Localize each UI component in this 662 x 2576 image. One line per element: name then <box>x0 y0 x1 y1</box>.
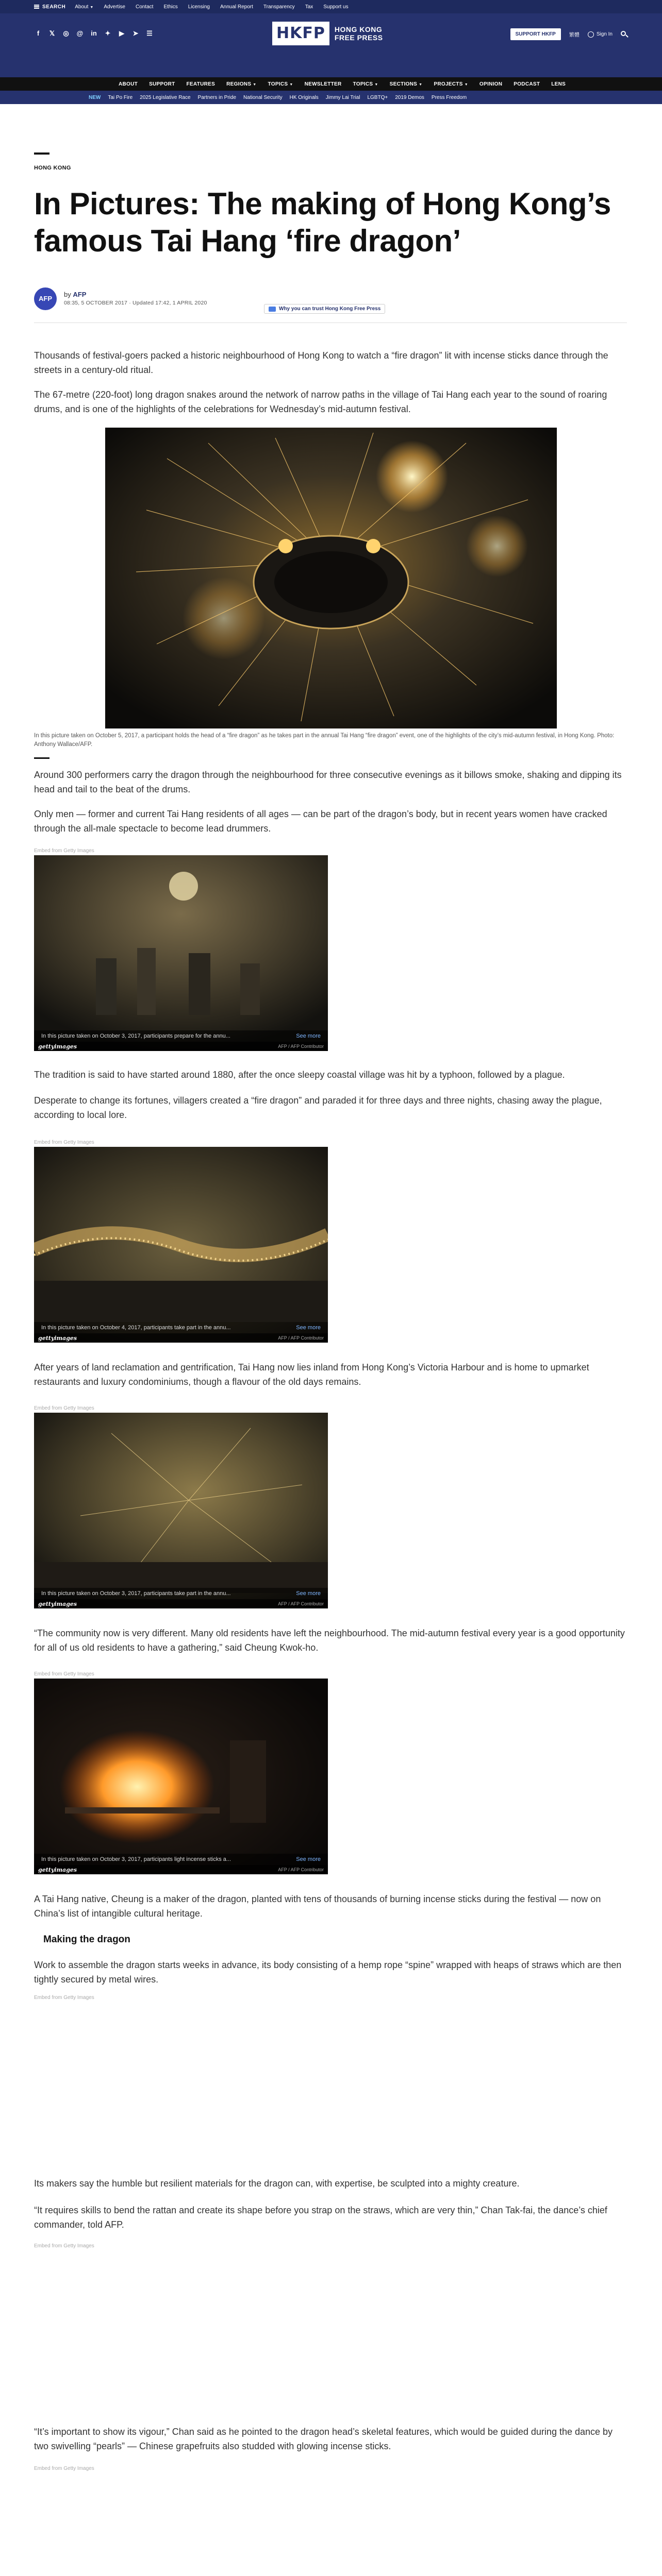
instagram-icon[interactable]: ◎ <box>63 29 69 37</box>
menu-search-button[interactable] <box>34 4 65 10</box>
dragon-in-street-photo <box>34 1413 328 1608</box>
paragraph: The tradition is said to have started around 1880, after the once sleepy coastal village was hit by a typhoon, followed by a plague. <box>34 1070 565 1080</box>
trending-item[interactable]: 2025 Legislative Race <box>140 94 191 100</box>
author-link[interactable]: AFP <box>73 291 87 298</box>
threads-icon[interactable]: @ <box>76 29 84 37</box>
trust-hkfp-button[interactable] <box>264 304 385 314</box>
getty-logo[interactable]: gettyimages <box>38 1334 77 1342</box>
getty-logo[interactable]: gettyimages <box>38 1043 77 1050</box>
topbar-link-ethics[interactable]: Ethics <box>163 4 178 10</box>
publish-date: 08:35, 5 OCTOBER 2017 · Updated 17:42, 1 APRIL 2020 <box>64 300 207 306</box>
trust-hkfp-label: Why you can trust Hong Kong Free Press <box>279 306 381 312</box>
paragraph: After years of land reclamation and gentrification, Tai Hang now lies inland from Hong Kong’s Victoria Harbour and is home to upmarket restaurants and luxury condominiums, though a flavour of the old days remains. <box>34 1362 589 1387</box>
paragraph: Only men — former and current Tai Hang residents of all ages — can be part of the dragon’s body, but in recent years women have cracked through the all-male spectacle to become lead drummers. <box>34 809 607 834</box>
see-more-link[interactable]: See more <box>296 1325 321 1331</box>
performers-photo <box>34 855 328 1051</box>
topbar-link-about[interactable]: About ▼ <box>75 4 94 10</box>
section-rule <box>34 757 49 759</box>
getty-footer <box>34 1865 328 1874</box>
logo-mark: HKFP <box>272 22 329 45</box>
category-rule <box>34 152 49 155</box>
getty-caption: In this picture taken on October 3, 2017, participants prepare for the annu... <box>41 1033 230 1039</box>
trending-item[interactable]: Partners in Pride <box>197 94 237 100</box>
trending-item[interactable]: 2019 Demos <box>395 94 424 100</box>
site-logo[interactable] <box>272 21 390 46</box>
hero-image <box>105 428 557 728</box>
topbar-link-tax[interactable]: Tax <box>305 4 313 10</box>
incense-fire-photo <box>34 1679 328 1874</box>
paragraph: “It’s important to show its vigour,” Chan said as he pointed to the dragon head’s skeletal features, which would be guided during the dance by two swivelling “pearls” — Chinese grapefruits also studded with glowing incense sticks. <box>34 2427 613 2451</box>
search-label: SEARCH <box>42 4 66 10</box>
getty-embed[interactable] <box>34 855 328 1051</box>
youtube-icon[interactable]: ▶ <box>119 29 124 37</box>
paragraph: Around 300 performers carry the dragon through the neighbourhood for three consecutive evenings as it billows smoke, shaking and dipping its head and tail to the beat of the drums. <box>34 770 622 794</box>
getty-footer <box>34 1333 328 1343</box>
nav-topics-2[interactable]: TOPICS ▼ <box>353 81 378 87</box>
topbar-link-licensing[interactable]: Licensing <box>188 4 210 10</box>
getty-caption-bar <box>34 1854 328 1865</box>
author-prefix: by <box>64 291 71 298</box>
see-more-link[interactable]: See more <box>296 1590 321 1597</box>
trending-item[interactable]: Jimmy Lai Trial <box>325 94 360 100</box>
paragraph: Thousands of festival-goers packed a historic neighbourhood of Hong Kong to watch a “fire dragon” lit with incense sticks dance through the streets in a century-old ritual. <box>34 350 608 375</box>
nav-features[interactable]: FEATURES <box>186 81 216 87</box>
logo-name: HONG KONG FREE PRESS <box>334 25 383 42</box>
topbar-link-annual-report[interactable]: Annual Report <box>220 4 253 10</box>
getty-credit: AFP / AFP Contributor <box>278 1044 324 1049</box>
nav-projects[interactable]: PROJECTS ▼ <box>434 81 468 87</box>
nav-podcast[interactable]: PODCAST <box>514 81 540 87</box>
search-icon[interactable] <box>621 31 628 38</box>
nav-topics[interactable]: TOPICS ▼ <box>268 81 293 87</box>
trending-item[interactable]: HK Originals <box>289 94 319 100</box>
topbar-link-support-us[interactable]: Support us <box>323 4 349 10</box>
nav-lens[interactable]: LENS <box>551 81 566 87</box>
getty-caption-bar <box>34 1322 328 1333</box>
getty-embed[interactable] <box>34 1413 328 1608</box>
embed-credit: Embed from Getty Images <box>34 1671 94 1677</box>
getty-credit: AFP / AFP Contributor <box>278 1601 324 1606</box>
embed-credit: Embed from Getty Images <box>34 2243 94 2249</box>
trending-bar <box>0 91 662 104</box>
embed-credit: Embed from Getty Images <box>34 848 94 854</box>
facebook-icon[interactable]: f <box>37 29 40 37</box>
sign-in-link[interactable]: Sign In <box>588 31 613 38</box>
rss-icon[interactable]: ☰ <box>146 29 153 37</box>
nav-newsletter[interactable]: NEWSLETTER <box>304 81 342 87</box>
nav-about[interactable]: ABOUT <box>119 81 138 87</box>
embed-credit: Embed from Getty Images <box>34 1405 94 1411</box>
embed-credit: Embed from Getty Images <box>34 1995 94 2001</box>
section-heading: Making the dragon <box>43 1934 130 1945</box>
paragraph: Work to assemble the dragon starts weeks in advance, its body consisting of a hemp rope “spine” wrapped with heaps of straws which are then tightly secured by metal wires. <box>34 1960 622 1985</box>
byline <box>34 287 207 310</box>
embed-credit: Embed from Getty Images <box>34 1140 94 1145</box>
nav-opinion[interactable]: OPINION <box>479 81 503 87</box>
paragraph: The 67-metre (220-foot) long dragon snakes around the network of narrow paths in the village of Tai Hang each year to the sound of roaring drums, and is one of the highlights of the celebrations for Wednesday’s mid-autumn festival. <box>34 389 607 414</box>
getty-credit: AFP / AFP Contributor <box>278 1335 324 1341</box>
topbar-link-contact[interactable]: Contact <box>136 4 154 10</box>
language-switch[interactable]: 繁體 <box>569 32 580 38</box>
paragraph: “The community now is very different. Many old residents have left the neighbourhood. The mid-autumn festival every year is a good opportunity for all of us old residents to have a gathering,” said Cheung Kwok-ho. <box>34 1628 625 1653</box>
trending-item[interactable]: Tai Po Fire <box>108 94 133 100</box>
getty-embed[interactable] <box>34 1147 328 1343</box>
getty-footer <box>34 1042 328 1051</box>
getty-caption: In this picture taken on October 3, 2017, participants take part in the annu... <box>41 1590 231 1597</box>
main-navigation <box>0 77 662 91</box>
embed-credit: Embed from Getty Images <box>34 2466 94 2471</box>
trending-item[interactable]: LGBTQ+ <box>367 94 388 100</box>
getty-caption-bar <box>34 1030 328 1042</box>
google-news-icon <box>269 307 276 312</box>
paragraph: “It requires skills to bend the rattan and create its shape before you strap on the straws, which are very thin,” Chan Tak-fai, the dance’s chief commander, told AFP. <box>34 2205 607 2230</box>
paragraph: Desperate to change its fortunes, villagers created a “fire dragon” and paraded it for three days and three nights, chasing away the plague, according to local lore. <box>34 1095 602 1120</box>
topbar-link-advertise[interactable]: Advertise <box>104 4 125 10</box>
getty-caption: In this picture taken on October 4, 2017, participants take part in the annu... <box>41 1325 231 1331</box>
new-badge: NEW <box>89 94 101 100</box>
social-links <box>34 29 159 38</box>
nav-support[interactable]: SUPPORT <box>149 81 175 87</box>
getty-credit: AFP / AFP Contributor <box>278 1867 324 1872</box>
topbar-link-transparency[interactable]: Transparency <box>263 4 295 10</box>
trending-item[interactable]: Press Freedom <box>431 94 467 100</box>
top-utility-bar <box>0 0 662 13</box>
user-icon <box>588 31 594 38</box>
hero-caption: In this picture taken on October 5, 2017, a participant holds the head of a “fire dragon” as he takes part in the annual Tai Hang “fire dragon” event, one of the highlights of the city’s mid-autumn festival, in Hong Kong. Photo: Anthony Wallace/AFP. <box>34 733 615 748</box>
paragraph: A Tai Hang native, Cheung is a maker of the dragon, planted with tens of thousands of burning incense sticks during the festival — now on China’s list of intangible cultural heritage. <box>34 1894 601 1919</box>
x-icon[interactable]: 𝕏 <box>49 29 55 37</box>
getty-logo[interactable]: gettyimages <box>38 1866 77 1873</box>
avatar[interactable]: AFP <box>34 287 57 310</box>
linkedin-icon[interactable]: in <box>91 29 97 37</box>
getty-logo[interactable]: gettyimages <box>38 1600 77 1607</box>
support-hkfp-button[interactable]: SUPPORT HKFP <box>510 28 561 40</box>
article-title: In Pictures: The making of Hong Kong’s famous Tai Hang ‘fire dragon’ <box>34 187 611 258</box>
hamburger-icon <box>34 5 39 9</box>
article-category[interactable]: HONG KONG <box>34 165 71 171</box>
header-actions <box>510 28 628 40</box>
nav-sections[interactable]: SECTIONS ▼ <box>389 81 423 87</box>
nav-regions[interactable]: REGIONS ▼ <box>226 81 257 87</box>
paragraph: Its makers say the humble but resilient materials for the dragon can, with expertise, be sculpted into a mighty creature. <box>34 2178 520 2189</box>
getty-footer <box>34 1599 328 1608</box>
see-more-link[interactable]: See more <box>296 1856 321 1862</box>
fire-dragon-head-photo <box>105 428 557 728</box>
dragon-procession-photo <box>34 1147 328 1343</box>
trending-item[interactable]: National Security <box>243 94 283 100</box>
getty-embed[interactable] <box>34 1679 328 1874</box>
bluesky-icon[interactable]: ✦ <box>105 29 111 37</box>
see-more-link[interactable]: See more <box>296 1033 321 1039</box>
getty-caption: In this picture taken on October 3, 2017, participants light incense sticks a... <box>41 1856 231 1862</box>
telegram-icon[interactable]: ➤ <box>133 29 139 37</box>
getty-caption-bar <box>34 1588 328 1599</box>
